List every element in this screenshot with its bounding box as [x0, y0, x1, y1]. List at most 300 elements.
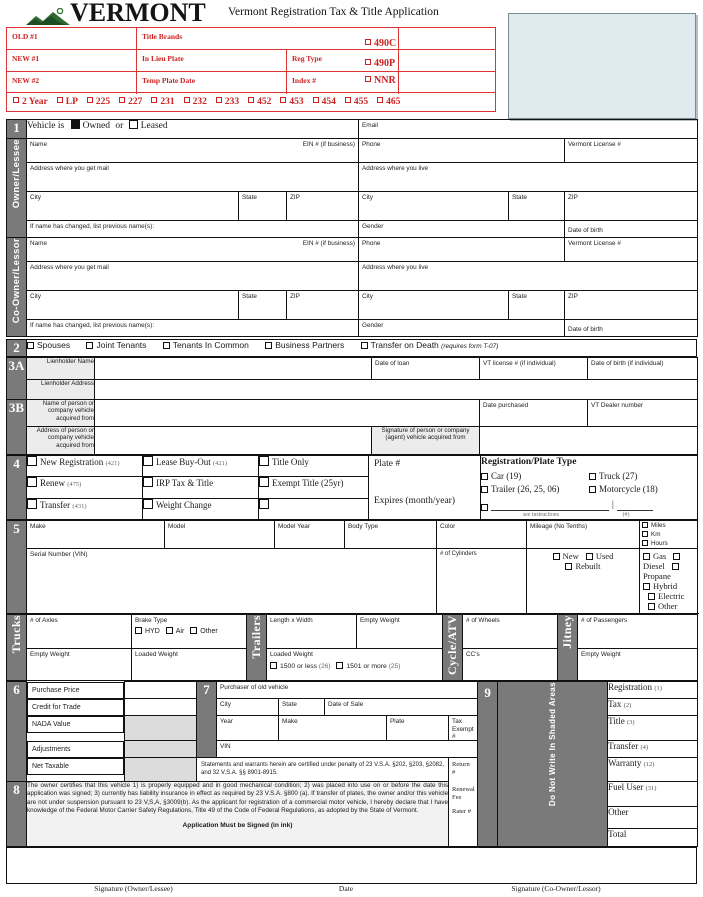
option-label: Joint Tenants — [96, 340, 147, 350]
fuel-label: Propane — [643, 571, 671, 582]
jitney-side-label: Jitney — [558, 615, 578, 681]
fee-title-label: Title (3) — [608, 716, 698, 741]
code-checkbox-231[interactable] — [151, 97, 174, 107]
checkbox-square-icon — [57, 97, 63, 103]
checkbox-new-registration[interactable] — [27, 456, 143, 477]
color-field[interactable] — [437, 521, 527, 549]
zip-label: ZIP — [568, 194, 578, 201]
checkbox-hours[interactable] — [640, 539, 697, 548]
code-checkbox-lp[interactable] — [57, 97, 78, 107]
lienholder-address-label: Lienholder Address — [27, 380, 95, 400]
code-checkbox-465[interactable] — [377, 97, 400, 107]
field-reg-type[interactable]: Reg Type — [287, 50, 399, 71]
owner-phone-field[interactable] — [359, 139, 565, 163]
owner-state2-field[interactable] — [509, 192, 565, 221]
previous-names-label: If name has changed, list previous name(s): — [30, 322, 154, 329]
date-of-loan-field[interactable] — [372, 358, 480, 380]
owner-city2-field[interactable] — [359, 192, 509, 221]
checkbox-square-icon — [129, 120, 138, 129]
coowner-city2-field[interactable] — [359, 291, 509, 320]
model-label: Model — [168, 523, 186, 531]
code-checkbox-2year[interactable] — [13, 97, 48, 107]
option-label: Spouses — [37, 340, 71, 350]
code-checkbox-row — [6, 93, 496, 112]
checkbox-blank-option[interactable] — [259, 498, 369, 519]
jitney-passengers-field[interactable] — [578, 615, 698, 649]
checkbox-square-icon — [643, 583, 650, 590]
checkbox-square-icon[interactable] — [481, 504, 488, 511]
checkbox-brake-air[interactable] — [166, 628, 185, 635]
checkbox-square-icon — [143, 477, 153, 487]
empty-weight-label: Empty Weight — [360, 617, 400, 625]
vehicle-description-row — [7, 521, 698, 549]
mountain-icon — [26, 8, 74, 26]
code-label: 452 — [257, 97, 272, 107]
net-taxable-label: Net Taxable — [27, 758, 124, 775]
checkbox-trailer[interactable] — [481, 483, 589, 496]
acquired-address-field[interactable] — [95, 427, 372, 455]
name-label: Name — [30, 141, 48, 148]
checkbox-square-icon — [481, 473, 488, 480]
lienholder-address-field[interactable] — [95, 380, 698, 400]
field-index-number[interactable]: Index # — [287, 72, 399, 94]
mileage-units-cell — [640, 521, 698, 549]
other-plate-type-input[interactable] — [491, 502, 609, 511]
option-label: Truck (27) — [599, 470, 638, 481]
acquired-signature-label: Signature of person or company (agent) vehicle acquired from — [372, 427, 480, 455]
fee-registration-label: Registration (1) — [608, 682, 698, 699]
field-new-2[interactable]: NEW #2 — [7, 72, 137, 94]
owner-gender-field[interactable] — [359, 221, 565, 238]
adjustments-label: Adjustments — [27, 741, 124, 758]
checkbox-square-icon — [143, 456, 153, 466]
year-label: Year — [220, 718, 233, 726]
checkbox-1501-or-more[interactable] — [336, 663, 400, 670]
state-label: State — [512, 293, 527, 300]
checkbox-square-icon — [336, 662, 343, 669]
body-type-field[interactable] — [345, 521, 437, 549]
date-of-loan-label: Date of loan — [375, 360, 410, 367]
code-label: 453 — [289, 97, 304, 107]
checkbox-used[interactable] — [586, 551, 613, 561]
trailer-length-width-field[interactable] — [267, 615, 357, 649]
ein-label: EIN # (if business) — [302, 141, 355, 148]
vehicle-class-row-2 — [7, 649, 698, 681]
checkbox-transfer[interactable] — [27, 498, 143, 519]
owner-mail-address-field[interactable] — [27, 163, 359, 192]
code-checkbox-233[interactable] — [216, 97, 239, 107]
or-label: or — [115, 121, 124, 131]
coowner-live-address-field[interactable] — [359, 262, 698, 291]
coowner-vt-license-field[interactable] — [565, 238, 698, 262]
vehicle-class-table — [6, 614, 698, 681]
checkbox-490c-label: 490C — [374, 38, 397, 49]
checkbox-square-icon — [589, 486, 596, 493]
adjustments-value[interactable] — [125, 741, 197, 758]
signature-table — [6, 847, 697, 884]
checkbox-square-icon — [27, 477, 37, 487]
cylinders-label: # of Cylinders — [440, 551, 477, 558]
email-label: Email — [362, 122, 378, 129]
checkbox-gas[interactable] — [643, 551, 666, 561]
checkbox-rebuilt[interactable] — [565, 561, 600, 571]
checkbox-spouses[interactable] — [27, 340, 70, 350]
checkbox-square-icon — [71, 120, 80, 129]
acquired-name-label: Name of person or company vehicle acquired from — [27, 400, 95, 427]
vermont-logo — [8, 0, 218, 26]
page-title: Vermont Registration Tax & Title Application — [228, 6, 439, 18]
lienholder-vt-license-field[interactable] — [480, 358, 588, 380]
checkbox-miles[interactable] — [640, 521, 697, 530]
code-checkbox-225[interactable] — [87, 97, 110, 107]
checkbox-hybrid[interactable] — [643, 581, 677, 591]
checkbox-square-icon — [216, 97, 222, 103]
checkbox-square-icon — [672, 563, 679, 570]
ccs-label: CC's — [466, 651, 480, 659]
section-5-table — [6, 520, 698, 614]
unit-label: Hours — [651, 540, 668, 548]
owner-name-field[interactable] — [27, 139, 359, 163]
mileage-field[interactable] — [527, 521, 640, 549]
checkbox-square-icon — [135, 627, 142, 634]
vin-label: Serial Number (VIN) — [30, 551, 88, 559]
checkbox-motorcycle[interactable] — [589, 483, 658, 496]
owner-city-field[interactable] — [27, 192, 239, 221]
coowner-address-row — [7, 262, 698, 291]
checkbox-truck[interactable] — [589, 470, 637, 483]
checkbox-tenants-in-common[interactable] — [163, 340, 249, 350]
cycle-wheels-field[interactable] — [463, 615, 558, 649]
vin-and-condition-row — [7, 549, 698, 614]
city-label: City — [30, 194, 42, 201]
signature-row — [7, 847, 697, 883]
fee-fuel-user-label: Fuel User (31) — [608, 781, 698, 806]
checkbox-square-icon — [642, 540, 648, 546]
city-label: City — [30, 293, 42, 300]
option-label: Lease Buy-Out — [156, 457, 211, 467]
cycle-ccs-field[interactable] — [463, 649, 558, 681]
live-address-label: Address where you live — [362, 165, 429, 172]
field-temp-plate-date[interactable]: Temp Plate Date — [137, 72, 287, 94]
tax-exempt-label: Tax Exempt # — [452, 718, 474, 741]
condition-row-2 — [527, 561, 639, 571]
fee-total-label: Total — [608, 828, 698, 846]
owner-city-row — [7, 192, 698, 221]
old-vehicle-city-field[interactable] — [217, 699, 279, 716]
checkbox-square-icon — [27, 499, 37, 509]
email-field[interactable] — [359, 120, 698, 139]
coowner-zip-field[interactable] — [287, 291, 359, 320]
lienholder-name-field[interactable] — [95, 358, 372, 380]
code-label: 227 — [128, 97, 143, 107]
brake-label: Air — [175, 627, 185, 635]
rater-number-field[interactable] — [449, 806, 478, 828]
section-8-number: 8 — [7, 781, 27, 846]
wheels-label: # of Wheels — [466, 617, 500, 625]
signature-labels — [6, 884, 697, 893]
owner-zip-field[interactable] — [287, 192, 359, 221]
mail-address-label: Address where you get mail — [30, 165, 109, 172]
checkbox-leased[interactable] — [129, 121, 168, 131]
plate-expires-label: Expires (month/year) — [374, 496, 455, 506]
acquired-name-row — [7, 400, 698, 427]
fuel-label: Diesel — [643, 561, 665, 572]
checkbox-square-icon — [642, 531, 648, 537]
checkbox-square-icon — [259, 456, 269, 466]
coowner-city-row — [7, 291, 698, 320]
net-taxable-value[interactable] — [125, 758, 197, 781]
code-checkbox-232[interactable] — [184, 97, 207, 107]
coowner-zip2-field[interactable] — [565, 291, 698, 320]
code-checkbox-453[interactable] — [280, 97, 303, 107]
checkbox-electric[interactable] — [648, 591, 684, 601]
acquired-signature-field[interactable] — [480, 427, 698, 455]
renewal-fee-field[interactable] — [449, 781, 478, 806]
owner-state-field[interactable] — [239, 192, 287, 221]
model-field[interactable] — [165, 521, 275, 549]
owner-name-row — [7, 139, 698, 163]
checkbox-square-icon — [365, 59, 371, 65]
jitney-empty-weight-field[interactable] — [578, 649, 698, 681]
field-in-lieu-plate[interactable]: In Lieu Plate — [137, 50, 287, 71]
model-year-field[interactable] — [275, 521, 345, 549]
statement-warrants-text: Statements and warrants herein are certified under penalty of 23 V.S.A. §202, §203, §2082, and 32 V.S.A. §§ 8901-8915. — [197, 758, 449, 781]
option-label: Business Partners — [275, 340, 345, 350]
checkbox-brake-other[interactable] — [190, 628, 218, 635]
option-label: Trailer (26, 25, 06) — [491, 483, 560, 494]
office-use-blue-box[interactable] — [508, 13, 696, 119]
purchase-price-label: Purchase Price — [27, 682, 124, 699]
checkbox-square-icon — [280, 97, 286, 103]
coowner-prevname-row — [7, 320, 698, 337]
code-label: LP — [65, 97, 78, 107]
code-label: 454 — [321, 97, 336, 107]
coowner-state2-field[interactable] — [509, 291, 565, 320]
truck-axles-field[interactable] — [27, 615, 132, 649]
owner-live-address-field[interactable] — [359, 163, 698, 192]
code-checkbox-455[interactable] — [345, 97, 368, 107]
admin-row-old1 — [7, 28, 495, 50]
checkbox-lease-buy-out[interactable] — [143, 456, 259, 477]
checkbox-new[interactable] — [553, 551, 579, 561]
condition-label: New — [562, 551, 579, 562]
owner-vt-license-field[interactable] — [565, 139, 698, 163]
truck-loaded-weight-field[interactable] — [132, 649, 247, 681]
dob-label: Date of birth — [568, 326, 603, 333]
field-title-brands[interactable]: Title Brands — [137, 28, 399, 49]
owner-signature-label: Signature (Owner/Lessee) — [94, 883, 173, 893]
brake-options — [132, 625, 246, 637]
zip-label: ZIP — [290, 293, 300, 300]
phone-label: Phone — [362, 240, 381, 247]
section-2-table — [6, 339, 697, 357]
old-vehicle-year-field[interactable] — [217, 716, 279, 741]
option-label: Title Only — [272, 457, 309, 467]
checkbox-fuel-other[interactable] — [648, 601, 677, 611]
field-old-1[interactable]: OLD #1 — [7, 28, 137, 49]
other-plate-count-input[interactable] — [617, 502, 653, 511]
date-purchased-field[interactable] — [480, 400, 588, 427]
checkbox-490c[interactable] — [365, 38, 396, 49]
checkbox-square-icon — [361, 342, 368, 349]
checkbox-square-icon — [119, 97, 125, 103]
truck-empty-weight-field[interactable] — [27, 649, 132, 681]
state-label: State — [242, 194, 257, 201]
checkbox-car[interactable] — [481, 470, 589, 483]
checkbox-490p[interactable] — [365, 58, 395, 69]
checkbox-square-icon — [589, 473, 596, 480]
checkbox-square-icon — [673, 553, 680, 560]
coowner-mail-address-field[interactable] — [27, 262, 359, 291]
owner-dob-field[interactable] — [565, 221, 698, 238]
old-vehicle-state-field[interactable] — [279, 699, 325, 716]
tax-exempt-number-field[interactable] — [449, 716, 478, 741]
lienholder-name-label: Lienholder Name — [27, 358, 95, 380]
checkbox-renew[interactable] — [27, 477, 143, 498]
truck-brake-type-cell — [132, 615, 247, 649]
checkbox-joint-tenants[interactable] — [86, 340, 146, 350]
section-3a-number: 3A — [7, 358, 27, 400]
signature-date-label: Date — [338, 883, 354, 893]
plate-label: Plate — [390, 718, 405, 726]
fee-warranty-label: Warranty (12) — [608, 758, 698, 781]
fuel-type-cell — [640, 549, 698, 614]
passengers-label: # of Passengers — [581, 617, 628, 625]
coowner-city-field[interactable] — [27, 291, 239, 320]
ownership-type-options — [27, 340, 697, 357]
unit-label: Km — [651, 531, 661, 539]
purchaser-label: Purchaser of old vehicle — [220, 684, 289, 692]
section-1-number: 1 — [7, 120, 27, 139]
credit-for-trade-value[interactable] — [125, 699, 197, 716]
old-vehicle-date-of-sale-field[interactable] — [325, 699, 478, 716]
checkbox-nnr-label: NNR — [374, 75, 396, 86]
checkbox-brake-hyd[interactable] — [135, 628, 160, 635]
checkbox-square-icon — [648, 593, 655, 600]
make-field[interactable] — [27, 521, 165, 549]
coowner-signature-label: Signature (Co-Owner/Lessor) — [511, 883, 601, 893]
coowner-name-field[interactable] — [27, 238, 359, 262]
section-9-number: 9 — [478, 682, 498, 846]
return-number-field[interactable] — [449, 758, 478, 781]
code-label: 232 — [192, 97, 207, 107]
vin-label: VIN — [220, 743, 231, 751]
option-label: Weight Change — [156, 499, 212, 510]
vt-dealer-label: VT Dealer number — [591, 402, 644, 409]
coowner-dob-field[interactable] — [565, 320, 698, 337]
city-label: City — [362, 194, 374, 201]
cycle-atv-side-label: Cycle/ATV — [443, 615, 463, 681]
office-spare-cell[interactable] — [449, 828, 478, 846]
vt-dealer-number-field[interactable] — [588, 400, 698, 427]
checkbox-square-icon — [565, 563, 572, 570]
checkbox-km[interactable] — [640, 530, 697, 539]
checkbox-weight-change[interactable] — [143, 498, 259, 519]
admin-block — [6, 27, 496, 93]
checkbox-490p-label: 490P — [374, 58, 396, 69]
owner-previous-names-field[interactable] — [27, 221, 359, 238]
checkbox-square-icon — [27, 456, 37, 466]
checkbox-nnr[interactable] — [365, 75, 396, 86]
option-code: (475) — [67, 481, 82, 489]
option-label: Transfer on Death — [370, 340, 439, 350]
checkbox-owned[interactable] — [71, 121, 110, 131]
checkbox-title-only[interactable] — [259, 456, 369, 477]
purchase-price-value[interactable] — [125, 682, 197, 699]
loaded-weight-label: Loaded Weight — [135, 651, 178, 659]
vin-field[interactable] — [27, 549, 437, 614]
checkbox-business-partners[interactable] — [265, 340, 344, 350]
checkbox-square-icon — [27, 342, 34, 349]
acquired-name-field[interactable] — [95, 400, 480, 427]
section-5-number: 5 — [7, 521, 27, 614]
weight-code: (26) — [318, 662, 331, 670]
checkbox-square-icon — [648, 603, 655, 610]
checkbox-1500-or-less[interactable] — [270, 663, 330, 670]
trailer-empty-weight-field[interactable] — [357, 615, 443, 649]
owner-zip2-field[interactable] — [565, 192, 698, 221]
cylinders-field[interactable] — [437, 549, 527, 614]
do-not-write-side-label: Do Not Write In Shaded Areas — [498, 682, 608, 846]
purchaser-old-vehicle-field[interactable] — [217, 682, 478, 699]
weight-label: 1501 or more — [346, 662, 387, 670]
lienholder-dob-field[interactable] — [588, 358, 698, 380]
checkbox-transfer-on-death[interactable] — [361, 340, 439, 350]
code-checkbox-452[interactable] — [248, 97, 271, 107]
checkbox-irp-tax-title[interactable] — [143, 477, 259, 498]
old-vehicle-make-field[interactable] — [279, 716, 387, 741]
trailer-weight-options — [267, 659, 442, 673]
transfer-on-death-note: (requires form T-07) — [441, 343, 499, 350]
signature-area[interactable] — [7, 847, 697, 883]
section-1-header-row — [7, 120, 698, 139]
coowner-gender-field[interactable] — [359, 320, 565, 337]
trucks-side-label: Trucks — [7, 615, 27, 681]
checkbox-square-icon — [270, 662, 277, 669]
trailer-loaded-weight-cell — [267, 649, 443, 681]
fee-transfer-label: Transfer (4) — [608, 741, 698, 758]
checkbox-square-icon — [259, 499, 269, 509]
checkbox-square-icon — [553, 553, 560, 560]
nada-value-label: NADA Value — [27, 716, 124, 733]
code-checkbox-454[interactable] — [313, 97, 336, 107]
code-checkbox-227[interactable] — [119, 97, 142, 107]
rater-number-label: Rater # — [452, 808, 471, 815]
checkbox-square-icon — [163, 342, 170, 349]
checkbox-square-icon — [259, 477, 269, 487]
nada-value-value[interactable] — [125, 716, 197, 741]
section-3-table — [6, 357, 698, 455]
previous-names-label: If name has changed, list previous name(s): — [30, 223, 154, 230]
coowner-phone-field[interactable] — [359, 238, 565, 262]
zip-label: ZIP — [290, 194, 300, 201]
old-vehicle-vin-field[interactable] — [217, 741, 478, 758]
field-new-1[interactable]: NEW #1 — [7, 50, 137, 71]
admin-check-col-1 — [399, 28, 495, 49]
dob-label: Date of birth — [568, 227, 603, 234]
coowner-previous-names-field[interactable] — [27, 320, 359, 337]
mail-address-label: Address where you get mail — [30, 264, 109, 271]
plate-number-and-expires-cell[interactable] — [369, 456, 481, 520]
checkbox-exempt-title[interactable] — [259, 477, 369, 498]
coowner-state-field[interactable] — [239, 291, 287, 320]
checkbox-square-icon — [166, 627, 173, 634]
vehicle-ownership-row — [27, 120, 359, 139]
checkbox-square-icon — [265, 342, 272, 349]
weight-code: (25) — [388, 662, 401, 670]
section-3b-number: 3B — [7, 400, 27, 455]
old-vehicle-plate-field[interactable] — [387, 716, 449, 741]
